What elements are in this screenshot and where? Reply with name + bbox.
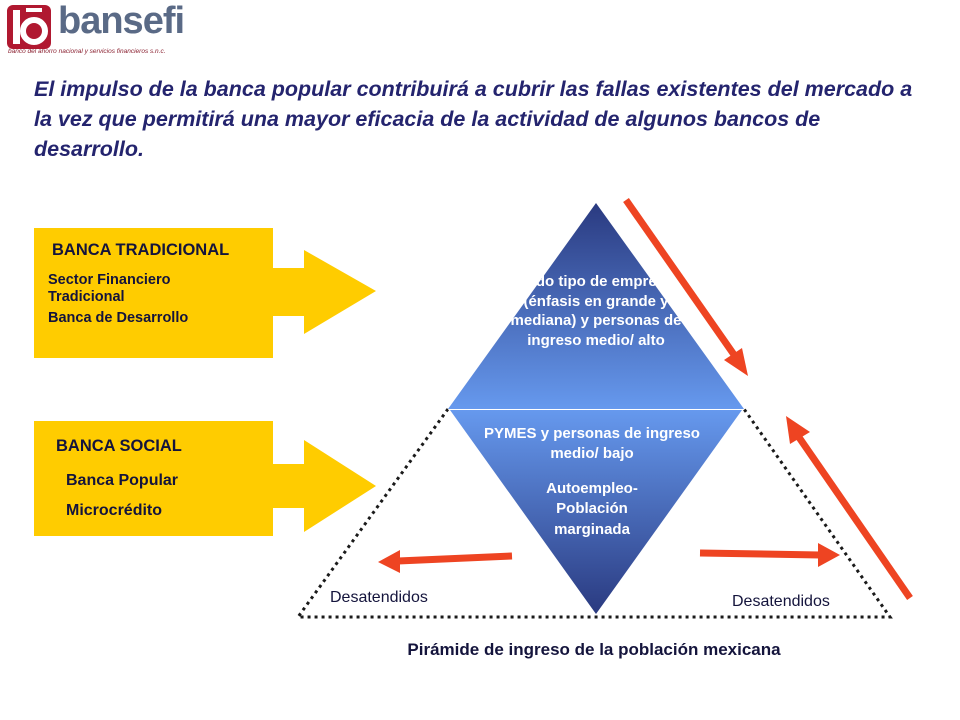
right-desatendidos-label: Desatendidos <box>732 593 830 610</box>
social-arrow <box>272 440 376 532</box>
logo-tagline: banco del ahorro nacional y servicios financieros s.n.c. <box>8 48 166 55</box>
banca-tradicional-box <box>34 228 273 358</box>
banca-social-line: Microcrédito <box>66 502 163 519</box>
banca-tradicional-line: Sector Financiero <box>48 272 171 288</box>
red-arrow-right <box>700 543 840 567</box>
banca-social-box <box>34 421 273 536</box>
banca-social-title: BANCA SOCIAL <box>56 437 182 455</box>
banca-tradicional-title: BANCA TRADICIONAL <box>52 241 230 259</box>
banca-tradicional-line: Banca de Desarrollo <box>48 310 189 326</box>
red-arrow-left <box>378 550 512 573</box>
pyramid-middle-text: PYMES y personas de ingreso medio/ bajo <box>484 425 700 462</box>
banca-social-line: Banca Popular <box>66 472 179 489</box>
pyramid-caption: Pirámide de ingreso de la población mexicana <box>407 640 781 659</box>
pyramid-bottom-text: Autoempleo- Población marginada <box>546 480 638 538</box>
tradicional-arrow <box>272 250 376 334</box>
headline: El impulso de la banca popular contribuirá a cubrir las fallas existentes del mercado a la vez que permitirá una mayor eficacia de la actividad de algunos bancos de desarrollo. <box>34 77 913 162</box>
pyramid-top-text: Todo tipo de empresa (énfasis en grande y mediana) y personas de ingreso medio/ alto <box>510 273 682 349</box>
left-desatendidos-label: Desatendidos <box>330 589 428 606</box>
logo-brand-text: bansefi <box>58 0 185 42</box>
red-arrow-up-left <box>786 416 910 598</box>
banca-tradicional-line: Tradicional <box>48 289 125 305</box>
